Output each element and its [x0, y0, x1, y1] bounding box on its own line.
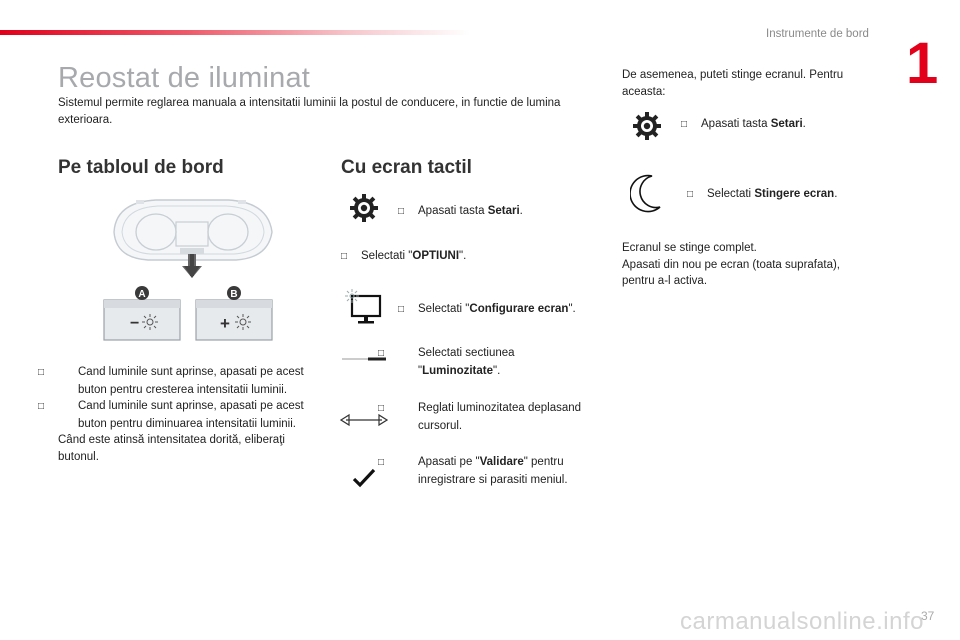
step-setari: □ Apasati tasta Setari. [398, 203, 598, 221]
dashboard-illustration [96, 192, 286, 344]
screen-off-outro: Ecranul se stinge complet. Apasati din nou pe ecran (toata suprafata), pentru a-l activa. [622, 242, 841, 287]
chapter-number: 1 [906, 31, 939, 96]
step-validare: □ Apasati pe "Validare" pentru inregistrare si parasiti meniul. [378, 456, 568, 486]
step-reglati: □ Reglati luminozitatea deplasand cursorul. [378, 402, 582, 432]
svg-text:A: A [138, 289, 146, 300]
screen-off-step-stingere: □ Selectati Stingere ecran. [687, 186, 867, 204]
page-title: Reostat de iluminat [58, 62, 311, 94]
page-number: 37 [921, 609, 935, 623]
instrument-cluster-drawing [114, 200, 272, 260]
bullet-icon: □ [341, 251, 348, 262]
svg-text:−: − [130, 315, 140, 332]
step-optiuni: □ Selectati "OPTIUNI". [341, 248, 601, 266]
button-b-illustration [196, 286, 272, 340]
list-item: □ Cand luminile sunt aprinse, apasati pe acest buton pentru cresterea intensitatii luminii. [38, 366, 304, 396]
gear-icon [349, 193, 379, 223]
bullet-icon: □ [38, 401, 45, 412]
button-a-illustration [104, 286, 180, 340]
bullet-icon: □ [398, 304, 405, 315]
bullet-icon: □ [378, 348, 385, 359]
bullet-icon: □ [38, 367, 45, 378]
dashboard-heading: Pe tabloul de bord [58, 157, 224, 178]
monitor-brightness-icon [344, 288, 384, 326]
bullet-icon: □ [378, 457, 385, 468]
bullet-icon: □ [681, 119, 688, 130]
step-configurare-ecran: □ Selectati "Configurare ecran". [398, 301, 603, 319]
moon-icon [630, 173, 664, 215]
watermark: carmanualsonline.info [680, 608, 924, 635]
svg-text:+: + [220, 314, 230, 333]
svg-text:B: B [230, 289, 238, 300]
bullet-icon: □ [378, 403, 385, 414]
gear-icon [632, 111, 662, 141]
step-luminozitate: □ Selectati sectiunea "Luminozitate". [378, 347, 515, 377]
bullet-icon: □ [398, 206, 405, 217]
release-note: Când este atinsă intensitatea dorită, eliberaţi butonul. [58, 434, 285, 463]
touchscreen-heading: Cu ecran tactil [341, 157, 472, 178]
header-accent-bar [0, 30, 470, 35]
checkmark-icon [352, 468, 376, 488]
dashboard-instructions [38, 364, 318, 465]
bullet-icon: □ [687, 189, 694, 200]
list-item: □ Cand luminile sunt aprinse, apasati pe acest buton pentru diminuarea intensitatii luminii. [38, 400, 304, 430]
intro-paragraph: Sistemul permite reglarea manuala a intensitatii luminii la postul de conducere, in functie de lumina exterioara. [58, 97, 561, 126]
screen-off-step-setari: □ Apasati tasta Setari. [681, 116, 861, 134]
section-label: Instrumente de bord [766, 28, 869, 40]
screen-off-intro: De asemenea, puteti stinge ecranul. Pentru aceasta: [622, 69, 844, 98]
